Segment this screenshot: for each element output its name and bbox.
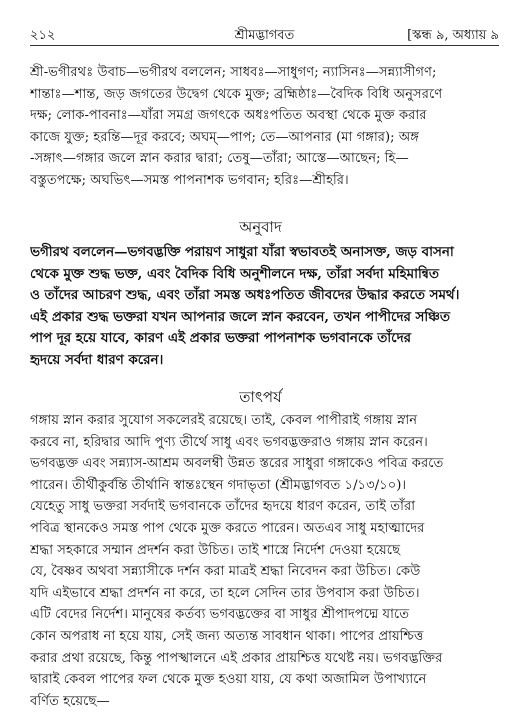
purport-line: কোন অপরাধ না হয়ে যায়, সেই জন্য অত্যন্ত সাবধান থাকা। পাপের প্রায়শ্চিত্ত — [30, 628, 424, 644]
synonyms-line: বস্তুতপক্ষে; অঘভিৎ—সমস্ত পাপনাশক ভগবান; হরিঃ—শ্রীহরি। — [30, 172, 349, 188]
canto-reference: [স্কন্ধ ৯, অধ্যায় ৯ — [407, 28, 499, 43]
purport-line: যদি এইভাবে শ্রদ্ধা প্রদর্শন না করে, তা হলে সেদিন তার উপবাস করা উচিত। — [30, 585, 420, 601]
purport-line: ভগবদ্ভক্ত এবং সন্ন্যাস-আশ্রম অবলম্বী উন্নত স্তরের সাধুরা গঙ্গাকেও পবিত্র করতে — [30, 456, 444, 472]
purport-line: পবিত্র স্থানকেও সমস্ত পাপ থেকে মুক্ত করতে পারেন। অতএব সাধু মহাত্মাদের — [30, 520, 425, 536]
synonyms-line: কাজে যুক্ত; হরন্তি—দূর করবে; অঘম্—পাপ; তে—আপনার (মা গঙ্গার); অঙ্গ — [30, 129, 419, 145]
translation-line: ও তাঁদের আচরণ শুদ্ধ, এবং তাঁরা সমস্ত অধঃপতিত জীবদের উদ্ধার করতে সমর্থ। — [30, 287, 460, 303]
page-number: ২১২ — [30, 28, 56, 43]
translation-line: এই প্রকার শুদ্ধ ভক্তরা যখন আপনার জলে স্নান করবেন, তখন পাপীদের সঞ্চিত — [30, 308, 450, 325]
synonyms-line: দক্ষ; লোক-পাবনাঃ—যাঁরা সমগ্র জগৎকে অধঃপতিত অবস্থা থেকে মুক্ত করার — [30, 108, 427, 123]
purport-line: করার প্রথা রয়েছে, কিন্তু পাপস্খালনে এই প্রকার প্রায়শ্চিত্ত যথেষ্ট নয়। ভগবদ্ভক্তির — [30, 650, 443, 666]
purport-line: করবে না, হরিদ্বার আদি পুণ্য তীর্থে সাধু এবং ভগবদ্ভক্তরাও গঙ্গায় স্নান করেন। — [30, 434, 428, 450]
purport-line: যে, বৈষ্ণব অথবা সন্ন্যাসীকে দর্শন করা মাত্রই শ্রদ্ধা নিবেদন করা উচিত। কেউ — [30, 564, 421, 580]
synonyms-line: -সঙ্গাৎ—গঙ্গার জলে স্নান করার দ্বারা; তেষু—তাঁরা; আস্তে—আছেন; হি— — [30, 151, 409, 166]
synonyms-line: শ্রী-ভগীরথঃ উবাচ—ভগীরথ বললেন; সাধবঃ—সাধুগণ; ন্যাসিনঃ—সন্ন্যাসীগণ; — [30, 65, 437, 80]
synonyms-block — [30, 62, 495, 191]
book-title: শ্রীমদ্ভাগবত — [234, 28, 295, 43]
translation-line: পাপ দূর হয়ে যাবে, কারণ এই প্রকার ভক্তরা পাপনাশক ভগবানকে তাঁদের — [30, 330, 411, 346]
purport-block — [30, 410, 495, 712]
purport-heading: তাৎপর্য — [239, 388, 282, 406]
translation-heading: অনুবাদ — [239, 218, 282, 236]
purport-line: বর্ণিত হয়েছে— — [30, 693, 110, 709]
synonyms-line: শান্তাঃ—শান্ত, জড় জগতের উদ্বেগ থেকে মুক্ত; ব্রহ্মিষ্ঠাঃ—বৈদিক বিধি অনুসরণে — [30, 86, 443, 102]
purport-line: এটি বেদের নির্দেশ। মানুষের কর্তব্য ভগবদ্ভক্তের বা সাধুর শ্রীপাদপদ্মে যাতে — [30, 607, 410, 623]
translation-line: থেকে মুক্ত শুদ্ধ ভক্ত, এবং বৈদিক বিধি অনুশীলনে দক্ষ, তাঁরা সর্বদা মহিমান্বিত — [30, 265, 439, 282]
purport-line: যেহেতু সাধু ভক্তরা সর্বদাই ভগবানকে তাঁদের হৃদয়ে ধারণ করেন, তাই তাঁরা — [30, 499, 416, 515]
purport-line: শ্রদ্ধা সহকারে সম্মান প্রদর্শন করা উচিত। তাই শাস্ত্রে নির্দেশ দেওয়া হয়েছে — [30, 542, 401, 558]
purport-line: পারেন। তীর্থীকুর্বন্তি তীর্থানি স্বান্তঃস্থেন গদাভৃতা (শ্রীমদ্ভাগবত ১/১৩/১০)। — [30, 477, 407, 493]
header-divider — [30, 45, 499, 46]
translation-line: হৃদয়ে সর্বদা ধারণ করেন। — [30, 351, 164, 368]
translation-block — [30, 242, 495, 371]
purport-line: দ্বারাই কেবল পাপের ফল থেকে মুক্ত হওয়া যায়, যে কথা অজামিল উপাখ্যানে — [30, 672, 427, 688]
translation-line: ভগীরথ বললেন—ভগবদ্ভক্তি পরায়ণ সাধুরা যাঁরা স্বভাবতই অনাসক্ত, জড় বাসনা — [30, 244, 454, 260]
purport-line: গঙ্গায় স্নান করার সুযোগ সকলেরই রয়েছে। তাই, কেবল পাপীরাই গঙ্গায় স্নান — [30, 413, 418, 428]
